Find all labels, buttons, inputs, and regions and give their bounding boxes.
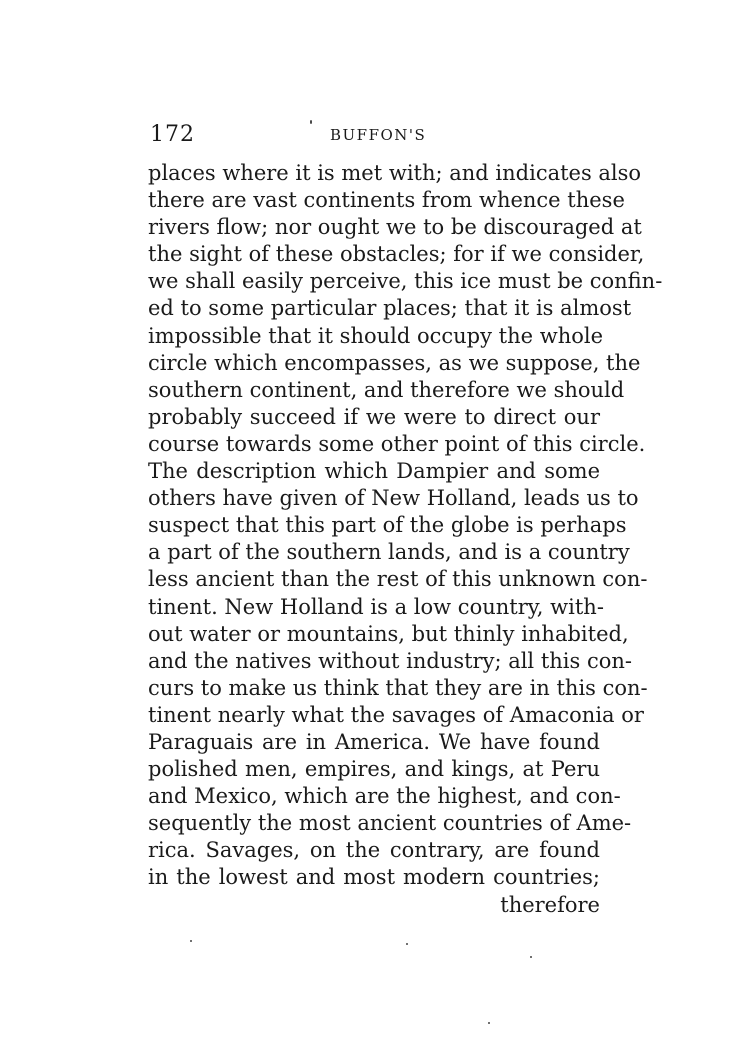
paper-speck bbox=[190, 940, 192, 942]
text-line: out water or mountains, but thinly inhabited, bbox=[148, 621, 629, 646]
text-line: The description which Dampier and some bbox=[148, 459, 600, 484]
body-text bbox=[148, 160, 663, 919]
text-line: suspect that this part of the globe is perhaps bbox=[148, 513, 627, 538]
text-line: others have given of New Holland, leads us to bbox=[148, 486, 639, 511]
text-line: southern continent, and therefore we should bbox=[148, 377, 625, 402]
text-line: Paraguais are in America. We have found bbox=[148, 729, 600, 754]
text-line: places where it is met with; and indicates also bbox=[148, 161, 642, 185]
text-line: sequently the most ancient countries of Ame- bbox=[148, 811, 632, 836]
page-number: 172 bbox=[150, 122, 195, 147]
paper-speck bbox=[530, 956, 532, 958]
text-line: we shall easily perceive, this ice must be confin- bbox=[148, 269, 663, 294]
text-line: probably succeed if we were to direct our bbox=[148, 404, 600, 429]
text-line: and the natives without industry; all this con- bbox=[148, 648, 632, 673]
page-header bbox=[150, 122, 600, 152]
paper-speck bbox=[310, 120, 312, 124]
text-line: the sight of these obstacles; for if we consider, bbox=[148, 242, 645, 267]
catchword: therefore bbox=[500, 892, 600, 917]
text-line: course towards some other point of this circle. bbox=[148, 431, 646, 456]
text-line: impossible that it should occupy the whole bbox=[148, 323, 604, 348]
text-line: less ancient than the rest of this unknown con- bbox=[148, 567, 648, 592]
text-line: tinent nearly what the savages of Amaconia or bbox=[148, 702, 644, 727]
running-head: BUFFON'S bbox=[330, 126, 427, 144]
text-line: tinent. New Holland is a low country, with- bbox=[148, 594, 604, 619]
text-line: ed to some particular places; that it is almost bbox=[148, 296, 632, 321]
text-line: circle which encompasses, as we suppose, the bbox=[148, 350, 641, 375]
text-line: in the lowest and most modern countries; bbox=[148, 865, 600, 890]
text-line: polished men, empires, and kings, at Peru bbox=[148, 757, 600, 782]
paper-speck bbox=[406, 943, 408, 945]
text-line: rivers flow; nor ought we to be discouraged at bbox=[148, 215, 642, 240]
text-line: curs to make us think that they are in this con- bbox=[148, 675, 648, 700]
paper-speck bbox=[488, 1022, 490, 1024]
text-line: there are vast continents from whence these bbox=[148, 188, 625, 213]
text-line: rica. Savages, on the contrary, are found bbox=[148, 838, 600, 863]
text-line: and Mexico, which are the highest, and con- bbox=[148, 784, 621, 809]
text-line: a part of the southern lands, and is a country bbox=[148, 540, 630, 565]
